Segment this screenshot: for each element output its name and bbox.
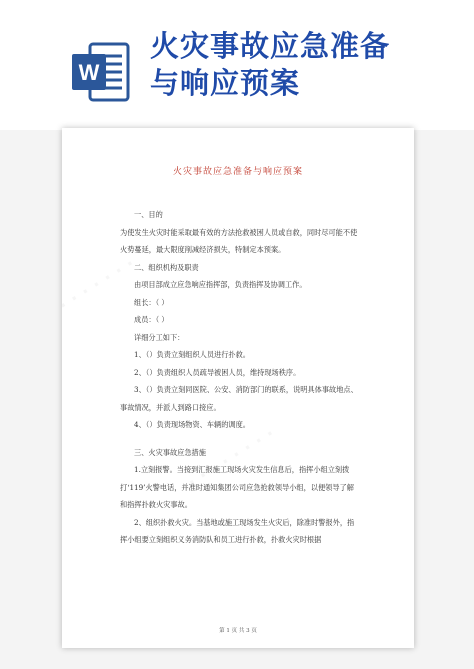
document-title: 火灾事故应急准备与响应预案 <box>172 167 303 177</box>
paragraph: 三、火灾事故应急措施 <box>134 447 206 457</box>
paragraph: 3、（）负责立刻同医院、公安、消防部门的联系，说明具体事故地点、事故情况，并派人到路口接应。 <box>120 385 358 412</box>
paragraph: 组长：（ ） <box>134 297 169 307</box>
paragraph: 1、（）负责立刻组织人员进行扑救。 <box>134 350 250 359</box>
paragraph: 二、组织机构及职责 <box>134 262 199 272</box>
page-footer: 第 1 页 共 3 页 <box>219 628 257 634</box>
paragraph: 为使发生火灾时能采取最有效的方法抢救被困人员或自救，同时尽可能不使火势蔓延，最大限度削减经济损失，特制定本预案。 <box>120 227 358 254</box>
banner-title <box>150 28 460 102</box>
banner-title-line2: 与响应预案 <box>150 66 301 100</box>
document-page <box>62 128 414 648</box>
word-logo-letter: W <box>78 60 100 85</box>
paragraph: 4、（）负责现场物资、车辆的调度。 <box>134 420 250 429</box>
paragraph: 成员：（ ） <box>134 315 169 324</box>
banner-title-line1: 火灾事故应急准备 <box>150 29 391 63</box>
word-document-icon <box>68 40 132 104</box>
paragraph: 1.立刻报警。当接到汇报施工现场火灾发生信息后，指挥小组立刻拨打‘119’火警电话，并准时通知集团公司应急抢救领导小组，以便领导了解和指挥扑救火灾事故。 <box>120 465 354 509</box>
paragraph: 2、（）负责组织人员疏导被困人员，维持现场秩序。 <box>134 367 301 377</box>
paragraph: 详细分工如下： <box>134 332 185 342</box>
document-body <box>120 206 358 549</box>
paragraph: 由项目部成立应急响应指挥部，负责指挥及协调工作。 <box>134 280 307 289</box>
banner <box>0 0 474 130</box>
paragraph-gap <box>120 434 358 444</box>
paragraph: 一、目的 <box>134 210 163 219</box>
paragraph: 2、组织扑救火灾。当基地或施工现场发生火灾后，除准时警报外，指挥小组要立刻组织义务消防队和员工进行扑救，扑救火灾时根据 <box>120 517 355 544</box>
